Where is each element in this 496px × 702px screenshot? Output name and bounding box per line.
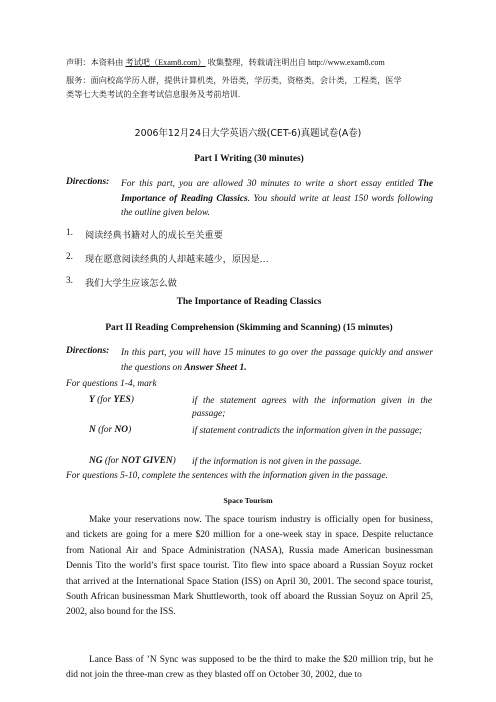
paper-title: 2006年12月24日大学英语六级(CET-6)真题试卷(A卷)	[134, 128, 362, 139]
mark-description: if statement contradicts the information given in the passage;	[192, 426, 423, 436]
passage-paragraph: Make your reservations now. The space tourism industry is officially open for business, and tickets are going for a mere $20 million for a one-week stay in space. Despite reluctance from National Air and Space Administration (NASA), Russia made American businessman Dennis Tito the world’s first space tourist. Tito flew into space aboard a Russian Soyuz rocket that arrived at the International Space Station (ISS) on April 30, 2001. The second space tourist, South African businessman Mark Shuttleworth, took off aboard the Russian Soyuz on April 25, 2002, also bound for the ISS.	[66, 515, 433, 618]
mark-description: if the statement agrees with the information given in the passage;	[192, 396, 432, 419]
notice-line-2: 服务：面向校高学历人群，提供计算机类，外语类，学历类，资格类，会计类，工程类，医学 类等七大类考试的全套考试信息服务及考前培训.	[66, 76, 402, 99]
notice-line-1	[66, 56, 438, 70]
notice-block	[66, 56, 438, 102]
mark-key: Y (for YES)	[89, 395, 134, 405]
essay-title-inline: The Importance of Reading Classics	[121, 179, 433, 204]
essay-title: The Importance of Reading Classics	[176, 297, 322, 307]
questions-5-10-intro: For questions 5-10, complete the sentences with the information given in the passage.	[66, 471, 388, 481]
mark-key: NG (for NOT GIVEN)	[89, 456, 176, 466]
mark-description: if the information is not given in the passage.	[192, 457, 362, 467]
part2-title: Part II Reading Comprehension (Skimming and Scanning) (15 minutes)	[105, 323, 393, 333]
passage-title: Space Tourism	[223, 496, 273, 505]
document-page: 声明：本资料由 考试吧（Exam8.com） 收集整理，转载请注明出自 http://www.exam8.com 服务：面向校高学历人群，提供计算机类，外语类，学历类，资格类，会计类，工程类，医学 类等七大类考试的全套考试信息服务及考前培训. 2006年12月24日大学英语六级(CET-6)真题试卷(A卷) Part I Writing (30 minutes) Directions: For this part, you are allowed 30 minutes to write a short essay entitled The Importance of Reading Classics. You should write at least 150 words following the outline given below. 1. 阅读经典书籍对人的成长至关重要 2. 现在愿意阅读经典的人却越来越少，原因是… 3. 我们大学生应该怎么做 The Importance of Reading Classics Part II Reading Comprehension (Skimming and Scanning) (15 minutes) Directions: In this part, you will have 15 minutes to go over the passage quickly and answer the questions on Answer Sheet 1. For questions 1-4, mark Y (for YES) if the statement agrees with the information given in the passage; N (for NO) if statement contradicts the information given in the passage; NG (for NOT GIVEN) if the information is not given in the passage. For questions 5-10, complete the sentences with the information given in the passage. Space Tourism Make your reservations now. The space tourism industry is officially open for business, and tickets are going for a mere $20 million for a one-week stay in space. Despite reluctance from National Air and Space Administration (NASA), Russia made American businessman Dennis Tito the world’s first space tourist. Tito flew into space aboard a Russian Soyuz rocket that arrived at the International Space Station (ISS) on April 30, 2001. The second space tourist, South African businessman Mark Shuttleworth, took off aboard the Russian Soyuz on April 25, 2002, also bound for the ISS. Lance Bass of ’N Sync was supposed to be the third to make the $20 million trip, but he did not join the three-man crew as they blasted off on October 30, 2002, due to	[0, 0, 496, 702]
notice-prefix: 声明：本资料由	[66, 58, 126, 67]
part2-directions-label: Directions:	[66, 346, 110, 356]
notice-middle: 收集整理，转载请注明出自	[205, 58, 309, 67]
part2-directions-text: In this part, you will have 15 minutes to go over the passage quickly and answer the questions on Answer Sheet 1.	[121, 348, 433, 373]
part1-directions-label: Directions:	[66, 177, 110, 187]
passage-paragraph: Lance Bass of ’N Sync was supposed to be the third to make the $20 million trip, but he did not join the three-man crew as they blasted off on October 30, 2002, due to	[66, 655, 433, 681]
notice-url-link[interactable]: http://www.exam8.com	[308, 58, 385, 67]
mark-key: N (for NO)	[89, 425, 132, 435]
part1-directions-text: For this part, you are allowed 30 minutes to write a short essay entitled The Importance of Reading Classics. You should write at least 150 words following the outline given below.	[121, 179, 433, 218]
part1-title: Part I Writing (30 minutes)	[194, 154, 304, 164]
answer-sheet-ref: Answer Sheet 1.	[184, 362, 247, 373]
questions-1-4-intro: For questions 1-4, mark	[66, 379, 157, 389]
notice-site-link[interactable]: 考试吧（Exam8.com）	[125, 58, 206, 67]
